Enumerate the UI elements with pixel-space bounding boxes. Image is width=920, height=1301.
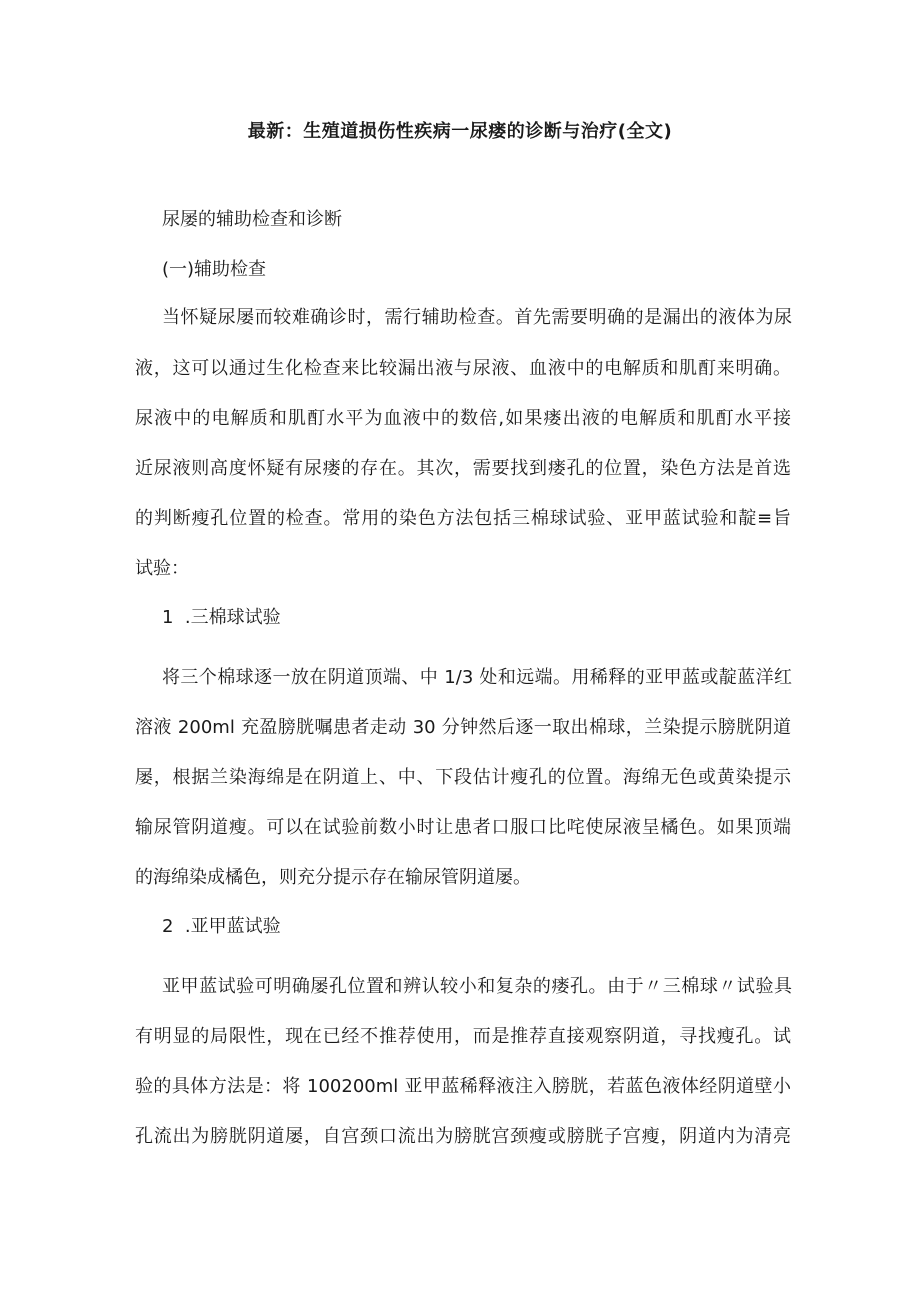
paragraph-line: 当怀疑尿屡而较难确诊时，需行辅助检查。首先需要明确的是漏出的液体为尿 xyxy=(162,307,792,328)
item-heading-methylene-blue-test: 2 .亚甲蓝试验 xyxy=(162,916,281,937)
section-heading-diagnosis: 尿屡的辅助检查和诊断 xyxy=(162,209,342,230)
paragraph-line: 有明显的局限性，现在已经不推荐使用，而是推荐直接观察阴道，寻找瘦孔。试 xyxy=(135,1026,791,1047)
item-heading-three-cotton-ball-test: 1 .三棉球试验 xyxy=(162,607,281,628)
section-heading-auxiliary-exam: (一)辅助检查 xyxy=(162,259,267,280)
paragraph-line: 验的具体方法是：将 100200ml 亚甲蓝稀释液注入膀胱，若蓝色液体经阴道壁小 xyxy=(135,1076,791,1097)
document-title: 最新：生殖道损伤性疾病一尿瘘的诊断与治疗(全文) xyxy=(247,121,673,142)
paragraph-line: 亚甲蓝试验可明确屡孔位置和辨认较小和复杂的瘘孔。由于〃三棉球〃试验具 xyxy=(162,976,792,997)
paragraph-line: 孔流出为膀胱阴道屡，自宫颈口流出为膀胱宫颈瘦或膀胱子宫瘦，阴道内为清亮 xyxy=(135,1126,791,1147)
paragraph-line: 输尿管阴道瘦。可以在试验前数小时让患者口服口比咤使尿液呈橘色。如果顶端 xyxy=(135,817,791,838)
paragraph-line: 液，这可以通过生化检查来比较漏出液与尿液、血液中的电解质和肌酊来明确。 xyxy=(135,358,791,379)
paragraph-line: 的判断瘦孔位置的检查。常用的染色方法包括三棉球试验、亚甲蓝试验和靛≡旨 xyxy=(135,508,791,529)
paragraph-line: 近尿液则高度怀疑有尿瘘的存在。其次，需要找到瘘孔的位置，染色方法是首选 xyxy=(135,458,791,479)
paragraph-line: 尿液中的电解质和肌酊水平为血液中的数倍,如果瘘出液的电解质和肌酊水平接 xyxy=(135,408,791,429)
paragraph-line: 试验： xyxy=(135,558,189,579)
paragraph-line: 的海绵染成橘色，则充分提示存在输尿管阴道屡。 xyxy=(135,867,531,888)
paragraph-line: 屡，根据兰染海绵是在阴道上、中、下段估计瘦孔的位置。海绵无色或黄染提示 xyxy=(135,767,791,788)
paragraph-line: 溶液 200ml 充盈膀胱嘱患者走动 30 分钟然后逐一取出棉球，兰染提示膀胱阴道 xyxy=(135,717,791,738)
paragraph-line: 将三个棉球逐一放在阴道顶端、中 1/3 处和远端。用稀释的亚甲蓝或靛蓝洋红 xyxy=(162,667,792,688)
